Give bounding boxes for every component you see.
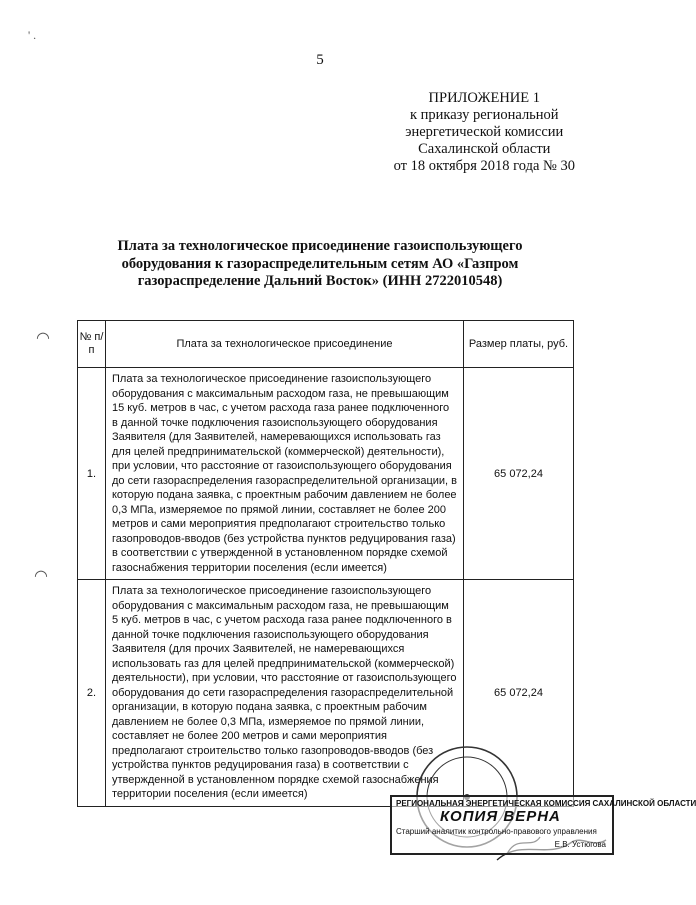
punch-hole-mark: ◠	[34, 568, 48, 585]
title-line: оборудования к газораспределительным сетям АО «Газпром	[121, 255, 519, 272]
row-number: 1.	[78, 368, 106, 580]
title-line: Плата за технологическое присоединение газоиспользующего	[117, 238, 523, 254]
row-description: Плата за технологическое присоединение газоиспользующего оборудования с максимальным расходом газа, не превышающим 5 куб. метров в час, с учетом расхода газа ранее подключенного в данной точке подключения газоиспользующего оборудования Заявителя (для прочих Заявителей, не намеревающихся использовать газ для целей предпринимательской (коммерческой) деятельности), при условии, что расстояние от газоиспользующего оборудования до сети газораспределения газораспределительной организации, в которую подана заявка, с проектным рабочим давлением не более 0,3 МПа, измеряемое по прямой линии, составляет не более 200 метров и сами мероприятия предполагают строительство только газопроводов-вводов (без устройства пунктов редуцирования газа) в соответствии с утвержденной в установленном порядке схемой газоснабжения территории поселения (если имеется)	[106, 580, 464, 807]
table-header-row	[78, 321, 574, 368]
header-description: Плата за технологическое присоединение	[106, 321, 464, 368]
header-number: № п/п	[78, 321, 106, 368]
punch-hole-mark: ◠	[36, 330, 50, 347]
document-title	[80, 238, 560, 291]
page-number: 5	[316, 52, 324, 68]
certification-stamp	[372, 742, 696, 872]
appendix-line: ПРИЛОЖЕНИЕ 1	[428, 90, 541, 106]
row-number: 2.	[78, 580, 106, 807]
row-amount: 65 072,24	[464, 368, 574, 580]
row-description: Плата за технологическое присоединение газоиспользующего оборудования с максимальным расходом газа, не превышающим 15 куб. метров в час, с учетом расхода газа ранее подключенного в данной точке подключения газоиспользующего оборудования Заявителя (для Заявителей, намеревающихся использовать газ для целей предпринимательской (коммерческой) деятельности), при условии, что расстояние от газоиспользующего оборудования до сети газораспределения газораспределительной организации, в которую подана заявка, с проектным рабочим давлением не более 0,3 МПа, измеряемое по прямой линии, составляет не более 200 метров и сами мероприятия предполагают строительство только газопроводов-вводов (без устройства пунктов редуцирования газа) в соответствии с утвержденной в установленном порядке схемой газоснабжения территории поселения (если имеется)	[106, 368, 464, 580]
table-row	[78, 368, 574, 580]
scan-mark: ' .	[28, 28, 37, 42]
appendix-block	[394, 90, 575, 175]
header-amount: Размер платы, руб.	[464, 321, 574, 368]
title-line: газораспределение Дальний Восток» (ИНН 2722010548)	[137, 273, 503, 289]
copy-certified-box	[390, 795, 696, 855]
stamp-position: Старший аналитик контрольно-правового управления	[396, 827, 597, 836]
fee-table	[77, 320, 574, 807]
stamp-organization: РЕГИОНАЛЬНАЯ ЭНЕРГЕТИЧЕСКАЯ КОМИССИЯ САХАЛИНСКОЙ ОБЛАСТИ	[396, 799, 696, 808]
appendix-line: к приказу региональной	[409, 107, 559, 123]
appendix-line: энергетической комиссии	[405, 124, 564, 140]
stamp-copy-text: КОПИЯ ВЕРНА	[440, 808, 561, 825]
appendix-line: Сахалинской области	[418, 141, 551, 157]
row-amount: 65 072,24	[464, 580, 574, 807]
appendix-line: от 18 октября 2018 года № 30	[393, 158, 575, 174]
stamp-signer-name: Е.В. Устюгова	[554, 840, 606, 849]
